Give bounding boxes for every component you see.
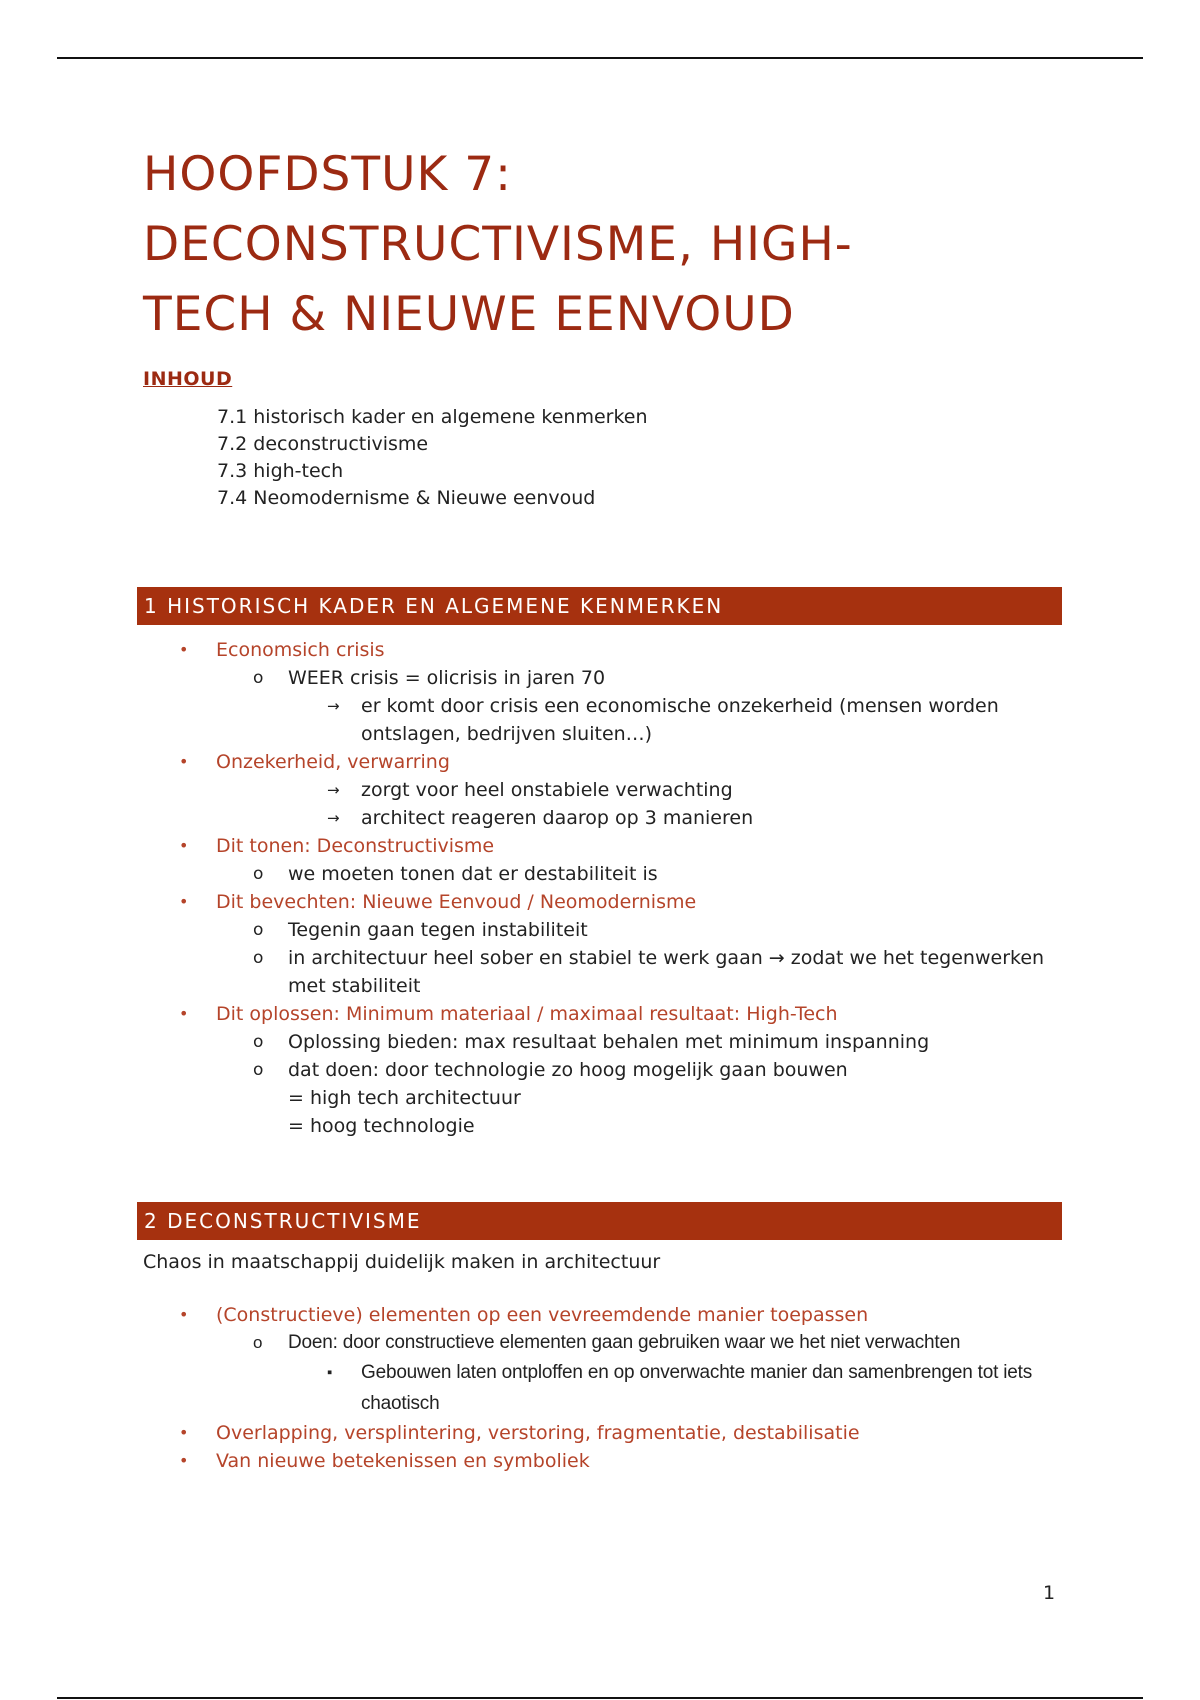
arrow-icon: →: [327, 809, 340, 827]
section-2-list: [143, 1301, 1063, 1475]
top-rule: [57, 57, 1143, 59]
list-item: [143, 1419, 1063, 1447]
bullet-icon: •: [179, 752, 189, 771]
title-line-3: TECH & NIEUWE EENVOUD: [143, 287, 795, 342]
bullet-icon: •: [179, 640, 189, 659]
list-item-text: Oplossing bieden: max resultaat behalen met minimum inspanning: [288, 1031, 930, 1053]
circle-bullet-icon: o: [253, 1032, 264, 1052]
list-item-text: dat doen: door technologie zo hoog mogelijk gaan bouwen: [288, 1059, 848, 1081]
bullet-icon: •: [179, 1423, 189, 1442]
bullet-icon: •: [179, 1451, 189, 1470]
list-item-text: in architectuur heel sober en stabiel te werk gaan → zodat we het tegenwerken met stabiliteit: [288, 947, 1045, 997]
list-continuation: = hoog technologie: [288, 1115, 475, 1137]
list-item: [143, 1056, 1063, 1084]
list-item: [143, 944, 1063, 1000]
list-item: [143, 636, 1063, 664]
toc-item[interactable]: 7.1 historisch kader en algemene kenmerken: [217, 406, 648, 428]
circle-bullet-icon: o: [253, 1333, 263, 1352]
list-item-text: Onzekerheid, verwarring: [216, 751, 450, 773]
list-item-text: Tegenin gaan tegen instabiliteit: [288, 919, 588, 941]
list-continuation: = high tech architectuur: [288, 1087, 521, 1109]
square-bullet-icon: ▪: [327, 1364, 333, 1381]
bullet-icon: •: [179, 892, 189, 911]
circle-bullet-icon: o: [253, 668, 264, 688]
title-block: [143, 140, 1063, 512]
list-item-text: architect reageren daarop op 3 manieren: [361, 807, 754, 829]
list-item: [143, 1028, 1063, 1056]
section-2-intro: Chaos in maatschappij duidelijk maken in architectuur: [143, 1251, 661, 1273]
list-item-text: we moeten tonen dat er destabiliteit is: [288, 863, 658, 885]
bullet-icon: •: [179, 1305, 189, 1324]
list-item: [143, 692, 1063, 748]
arrow-icon: →: [327, 697, 340, 715]
list-item: [143, 1301, 1063, 1329]
toc-item[interactable]: 7.2 deconstructivisme: [217, 433, 429, 455]
list-item: [143, 1357, 1063, 1419]
list-item-text: zorgt voor heel onstabiele verwachting: [361, 779, 733, 801]
list-item-text: Van nieuwe betekenissen en symboliek: [216, 1450, 590, 1472]
table-of-contents: [143, 404, 1063, 512]
list-item: [143, 916, 1063, 944]
list-item: [143, 888, 1063, 916]
list-item: [143, 1447, 1063, 1475]
list-item-text: Gebouwen laten ontploffen en op onverwachte manier dan samenbrengen tot iets chaotisch: [361, 1362, 1033, 1414]
circle-bullet-icon: o: [253, 864, 264, 884]
list-item-text: Overlapping, versplintering, verstoring, fragmentatie, destabilisatie: [216, 1422, 860, 1444]
section-heading-1: 1 HISTORISCH KADER EN ALGEMENE KENMERKEN: [137, 587, 1062, 625]
toc-heading[interactable]: INHOUD: [143, 368, 233, 390]
chapter-title: [143, 140, 1063, 350]
page-number: 1: [1043, 1582, 1056, 1604]
list-item-text: Dit tonen: Deconstructivisme: [216, 835, 495, 857]
list-item: [143, 832, 1063, 860]
list-item: [143, 1329, 1063, 1357]
list-item-text: Economsich crisis: [216, 639, 385, 661]
list-item: [143, 860, 1063, 888]
bullet-icon: •: [179, 1004, 189, 1023]
list-item-text: Dit oplossen: Minimum materiaal / maximaal resultaat: High-Tech: [216, 1003, 838, 1025]
circle-bullet-icon: o: [253, 948, 264, 968]
list-item-text: er komt door crisis een economische onzekerheid (mensen worden ontslagen, bedrijven sluiten…): [361, 695, 999, 745]
bullet-icon: •: [179, 836, 189, 855]
list-item-text: WEER crisis = olicrisis in jaren 70: [288, 667, 606, 689]
title-line-1: HOOFDSTUK 7:: [143, 147, 512, 202]
circle-bullet-icon: o: [253, 1060, 264, 1080]
list-item: [143, 776, 1063, 804]
list-item: [143, 804, 1063, 832]
list-item-text: Doen: door constructieve elementen gaan gebruiken waar we het niet verwachten: [288, 1332, 961, 1353]
circle-bullet-icon: o: [253, 920, 264, 940]
arrow-icon: →: [327, 781, 340, 799]
toc-item[interactable]: 7.4 Neomodernisme & Nieuwe eenvoud: [217, 487, 596, 509]
list-item-text: (Constructieve) elementen op een vevreemdende manier toepassen: [216, 1304, 869, 1326]
title-line-2: DECONSTRUCTIVISME, HIGH-: [143, 217, 853, 272]
list-item-text: Dit bevechten: Nieuwe Eenvoud / Neomodernisme: [216, 891, 697, 913]
section-heading-2: 2 DECONSTRUCTIVISME: [137, 1202, 1062, 1240]
list-item: [143, 664, 1063, 692]
list-item: [143, 1000, 1063, 1028]
list-item: [143, 748, 1063, 776]
bottom-rule: [57, 1697, 1143, 1699]
toc-item[interactable]: 7.3 high-tech: [217, 460, 344, 482]
section-1-list: [143, 636, 1063, 1140]
